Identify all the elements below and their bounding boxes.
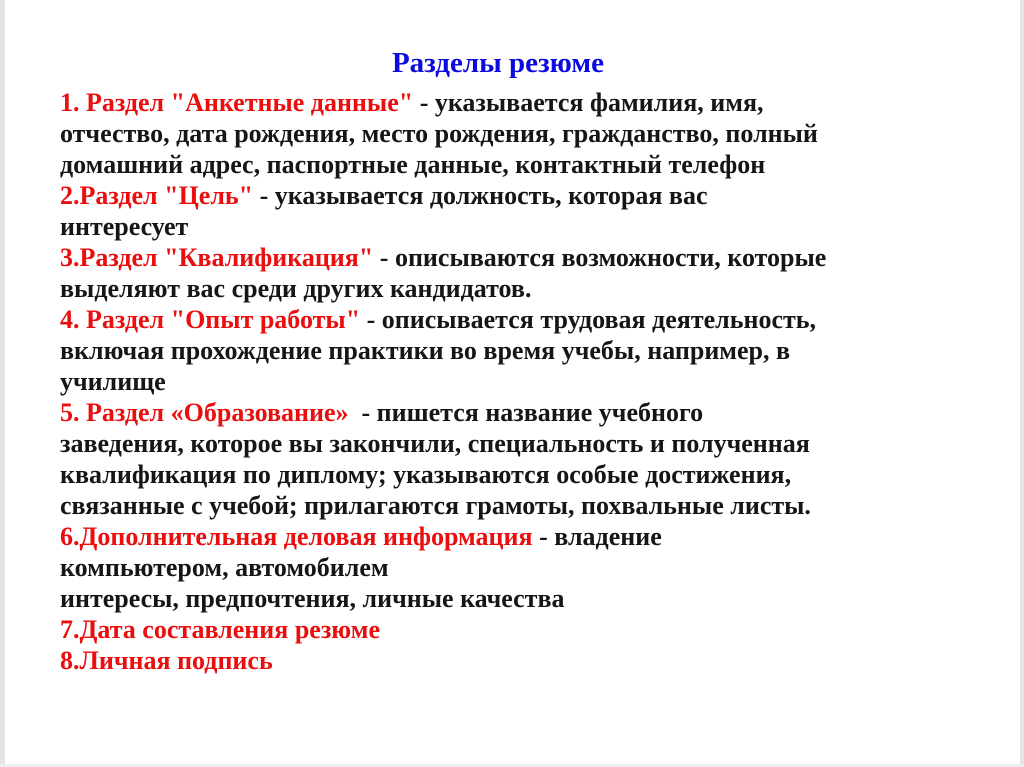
text-segment: училище (60, 367, 166, 396)
text-segment: - описываются возможности, которые (373, 243, 827, 272)
section-heading-segment: 6.Дополнительная деловая информация (60, 522, 533, 551)
text-segment: связанные с учебой; прилагаются грамоты, похвальные листы. (60, 491, 811, 520)
text-line (60, 87, 990, 118)
text-line (60, 459, 990, 490)
text-line (60, 149, 990, 180)
section-heading-segment: 5. Раздел «Образование» (60, 398, 349, 427)
text-segment: отчество, дата рождения, место рождения, гражданство, полный (60, 119, 818, 148)
text-segment: включая прохождение практики во время учебы, например, в (60, 336, 791, 365)
text-segment: - пишется название учебного (348, 398, 704, 427)
section-heading-segment: 8.Личная подпись (60, 646, 273, 675)
text-segment: интересы, предпочтения, личные качества (60, 584, 565, 613)
text-line (60, 273, 990, 304)
text-line (60, 242, 990, 273)
slide-title: Разделы резюме (391, 47, 605, 79)
text-segment: - указывается фамилия, имя, (413, 88, 764, 117)
section-heading-segment: 2.Раздел "Цель" (60, 181, 254, 210)
text-line (60, 490, 990, 521)
text-line (60, 304, 990, 335)
text-line (60, 614, 990, 645)
text-line (60, 583, 990, 614)
section-heading-segment: 3.Раздел "Квалификация" (60, 243, 374, 272)
text-segment: квалификация по диплому; указываются особые достижения, (60, 460, 792, 489)
slide-right-edge (1020, 0, 1024, 767)
text-segment: интересует (60, 212, 189, 241)
text-segment: - указывается должность, которая вас (253, 181, 708, 210)
text-line (60, 118, 990, 149)
text-line (60, 552, 990, 583)
text-segment: выделяют вас среди других кандидатов. (60, 274, 532, 303)
text-line (60, 366, 990, 397)
text-line (60, 397, 990, 428)
slide-left-edge (0, 0, 5, 767)
text-segment: - владение (532, 522, 662, 551)
slide-body (60, 87, 990, 676)
section-heading-segment: 7.Дата составления резюме (60, 615, 381, 644)
section-heading-segment: 4. Раздел "Опыт работы" (60, 305, 361, 334)
text-line (60, 335, 990, 366)
text-line (60, 180, 990, 211)
text-line (60, 428, 990, 459)
text-segment: домашний адрес, паспортные данные, контактный телефон (60, 150, 766, 179)
text-segment: компьютером, автомобилем (60, 553, 389, 582)
section-heading-segment: 1. Раздел "Анкетные данные" (60, 88, 414, 117)
text-segment: - описывается трудовая деятельность, (360, 305, 817, 334)
text-line (60, 521, 990, 552)
text-line (60, 211, 990, 242)
text-segment: заведения, которое вы закончили, специальность и полученная (60, 429, 810, 458)
text-line (60, 645, 990, 676)
